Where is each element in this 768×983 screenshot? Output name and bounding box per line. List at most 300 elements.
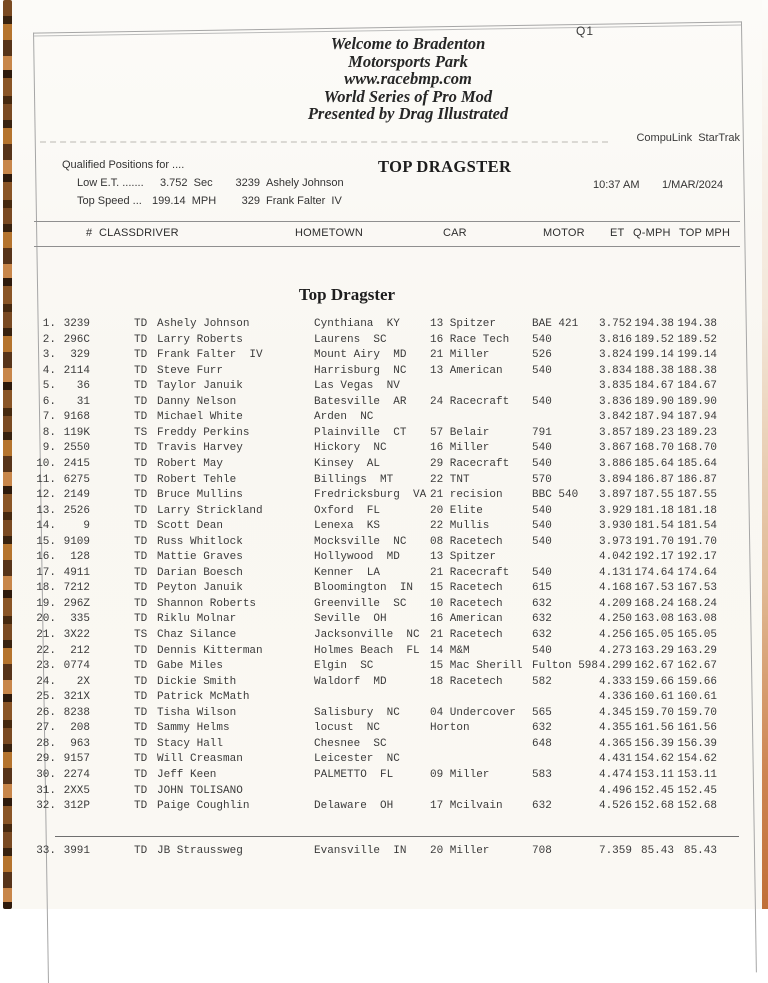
motor-cell: 540	[532, 395, 552, 408]
table-row	[0, 753, 768, 768]
et-cell: 4.131	[598, 566, 632, 579]
et-cell: 3.973	[598, 535, 632, 548]
num-cell: 296C	[63, 333, 90, 346]
cls-cell: TD	[134, 442, 148, 455]
top-cell: 160.61	[677, 691, 717, 704]
num-cell: 296Z	[63, 597, 90, 610]
num-cell: 36	[76, 380, 90, 393]
driver-cell: Patrick McMath	[157, 691, 250, 704]
table-row	[0, 411, 768, 426]
et-cell: 3.867	[598, 442, 632, 455]
qmph-cell: 189.23	[634, 426, 674, 439]
driver-cell: Larry Roberts	[157, 333, 243, 346]
driver-cell: Robert Tehle	[157, 473, 237, 486]
car-cell: 57 Belair	[430, 426, 490, 439]
driver-cell: Sammy Helms	[157, 722, 230, 735]
driver-cell: Ashely Johnson	[157, 318, 250, 330]
col-header-motor: MOTOR	[543, 227, 585, 239]
qmph-cell: 188.38	[634, 364, 674, 377]
cls-cell: TD	[134, 411, 148, 424]
top-cell: 189.90	[677, 395, 717, 408]
num-cell: 9157	[63, 753, 90, 766]
et-cell: 4.526	[598, 800, 632, 813]
driver-cell: Michael White	[157, 411, 243, 424]
qmph-cell: 160.61	[634, 691, 674, 704]
home-cell: PALMETTO FL	[314, 768, 394, 781]
cls-cell: TD	[134, 722, 148, 735]
top-cell: 189.23	[677, 426, 717, 439]
et-cell: 4.365	[598, 737, 632, 750]
top-cell: 165.05	[677, 629, 717, 641]
num-cell: 128	[70, 551, 90, 564]
num-cell: 212	[70, 644, 90, 657]
home-cell: Oxford FL	[314, 504, 381, 517]
cls-cell: TD	[134, 566, 148, 579]
track-website: www.racebmp.com	[344, 69, 472, 88]
qmph-cell: 191.70	[634, 535, 674, 548]
table-row	[0, 691, 768, 706]
qmph-cell: 161.56	[634, 722, 674, 735]
motor-cell: 632	[532, 722, 552, 735]
motor-cell: 791	[532, 426, 552, 439]
low-et-value: 3.752 Sec	[160, 177, 213, 189]
driver-cell: Shannon Roberts	[157, 597, 257, 610]
rank-cell: 25.	[36, 691, 56, 704]
rank-cell: 13.	[36, 504, 56, 517]
cls-cell: TD	[134, 737, 148, 750]
driver-cell: Freddy Perkins	[157, 426, 250, 439]
cls-cell: TD	[134, 660, 148, 673]
col-header-topmph: TOP MPH	[679, 227, 731, 239]
col-header-class: CLASS	[99, 227, 137, 239]
qmph-cell: 184.67	[634, 380, 674, 393]
low-et-label: Low E.T. .......	[77, 177, 144, 189]
home-cell: Greenville SC	[314, 597, 407, 610]
qmph-cell: 153.11	[634, 768, 674, 781]
qmph-cell: 162.67	[634, 660, 674, 673]
rank-cell: 11.	[36, 473, 56, 486]
top-cell: 186.87	[677, 473, 717, 486]
print-date: 1/MAR/2024	[662, 179, 724, 191]
motor-cell: 632	[532, 597, 552, 610]
rank-cell: 9.	[42, 442, 56, 455]
rank-cell: 1.	[42, 318, 56, 330]
et-cell: 3.886	[598, 457, 632, 470]
car-cell: 18 Racetech	[430, 675, 503, 688]
qmph-cell: 185.64	[634, 457, 674, 470]
car-cell: 09 Miller	[430, 768, 490, 781]
num-cell: 3991	[63, 845, 90, 857]
top-speed-label: Top Speed ...	[77, 195, 142, 207]
num-cell: 2526	[63, 504, 90, 517]
table-row	[0, 598, 768, 613]
print-time: 10:37 AM	[593, 179, 640, 191]
table-row	[0, 582, 768, 597]
driver-cell: Steve Furr	[157, 364, 224, 377]
et-cell: 3.894	[598, 473, 632, 486]
motor-cell: 583	[532, 768, 552, 781]
num-cell: 963	[70, 737, 90, 750]
qmph-cell: 85.43	[640, 845, 674, 857]
qmph-cell: 168.24	[634, 597, 674, 610]
qmph-cell: 181.18	[634, 504, 674, 517]
et-cell: 4.336	[598, 691, 632, 704]
qmph-cell: 163.29	[634, 644, 674, 657]
top-cell: 181.18	[677, 504, 717, 517]
table-row	[0, 396, 768, 411]
cls-cell: TD	[134, 380, 148, 393]
driver-cell: Danny Nelson	[157, 395, 237, 408]
num-cell: 321X	[63, 691, 90, 704]
et-cell: 3.836	[598, 395, 632, 408]
driver-cell: Will Creasman	[157, 753, 243, 766]
driver-cell: Darian Boesch	[157, 566, 243, 579]
home-cell: Cynthiana KY	[314, 318, 400, 330]
qmph-cell: 159.66	[634, 675, 674, 688]
top-cell: 167.53	[677, 582, 717, 595]
home-cell: Kinsey AL	[314, 457, 381, 470]
rank-cell: 4.	[42, 364, 56, 377]
num-cell: 4911	[63, 566, 90, 579]
qmph-cell: 168.70	[634, 442, 674, 455]
home-cell: Holmes Beach FL	[314, 644, 420, 657]
home-cell: Salisbury NC	[314, 706, 400, 719]
motor-cell: 540	[532, 442, 552, 455]
driver-cell: Dickie Smith	[157, 675, 237, 688]
num-cell: 2550	[63, 442, 90, 455]
motor-cell: 540	[532, 457, 552, 470]
table-row	[0, 318, 768, 333]
home-cell: Billings MT	[314, 473, 394, 486]
home-cell: Fredricksburg VA	[314, 489, 427, 502]
rank-cell: 19.	[36, 597, 56, 610]
table-row	[0, 707, 768, 722]
perforation-line	[40, 141, 608, 143]
driver-cell: Gabe Miles	[157, 660, 224, 673]
cls-cell: TD	[134, 551, 148, 564]
cls-cell: TD	[134, 706, 148, 719]
table-row	[0, 567, 768, 582]
driver-cell: JOHN TOLISANO	[157, 784, 243, 797]
top-cell: 153.11	[677, 768, 717, 781]
car-cell: 16 American	[430, 613, 503, 626]
rank-cell: 7.	[42, 411, 56, 424]
car-cell: 14 M&M	[430, 644, 470, 657]
num-cell: 312P	[63, 800, 90, 813]
driver-cell: Russ Whitlock	[157, 535, 243, 548]
rank-cell: 16.	[36, 551, 56, 564]
top-cell: 163.29	[677, 644, 717, 657]
top-cell: 168.70	[677, 442, 717, 455]
cls-cell: TD	[134, 800, 148, 813]
table-row	[0, 551, 768, 566]
event-name: World Series of Pro Mod	[323, 86, 493, 106]
cls-cell: TD	[134, 582, 148, 595]
home-cell: locust NC	[314, 722, 381, 735]
rank-cell: 15.	[36, 535, 56, 548]
table-row	[0, 380, 768, 395]
driver-cell: Scott Dean	[157, 520, 224, 533]
rank-cell: 6.	[42, 395, 56, 408]
top-cell: 192.17	[677, 551, 717, 564]
rank-cell: 27.	[36, 722, 56, 735]
home-cell: Batesville AR	[314, 395, 407, 408]
qmph-cell: 152.45	[634, 784, 674, 797]
top-cell: 152.45	[677, 784, 717, 797]
qmph-cell: 154.62	[634, 753, 674, 766]
table-row	[0, 769, 768, 784]
table-row	[0, 645, 768, 660]
et-cell: 4.345	[598, 706, 632, 719]
qmph-cell: 189.52	[634, 333, 674, 346]
cls-cell: TD	[134, 318, 148, 330]
top-cell: 168.24	[677, 597, 717, 610]
top-cell: 174.64	[677, 566, 717, 579]
car-cell: 10 Racetech	[430, 597, 503, 610]
cls-cell: TD	[134, 845, 148, 857]
cls-cell: TD	[134, 691, 148, 704]
et-cell: 4.355	[598, 722, 632, 735]
rank-cell: 5.	[42, 380, 56, 393]
et-cell: 3.897	[598, 489, 632, 502]
motor-cell: 615	[532, 582, 552, 595]
home-cell: Las Vegas NV	[314, 380, 400, 393]
car-cell: 13 American	[430, 364, 503, 377]
cls-cell: TD	[134, 768, 148, 781]
top-cell: 152.68	[677, 800, 717, 813]
num-cell: 2X	[76, 675, 90, 688]
home-cell: Seville OH	[314, 613, 387, 626]
driver-cell: Bruce Mullins	[157, 489, 243, 502]
track-header-line: Motorsports Park	[348, 51, 468, 71]
num-cell: 3239	[63, 318, 90, 330]
driver-cell: Larry Strickland	[157, 504, 263, 517]
table-row	[0, 660, 768, 675]
rank-cell: 24.	[36, 675, 56, 688]
event-sponsor: Presented by Drag Illustrated	[307, 104, 509, 123]
car-cell: 24 Racecraft	[430, 395, 510, 408]
cls-cell: TD	[134, 535, 148, 548]
cls-cell: TD	[134, 520, 148, 533]
cls-cell: TD	[134, 364, 148, 377]
car-cell: 04 Undercover	[430, 706, 516, 719]
qmph-cell: 152.68	[634, 800, 674, 813]
motor-cell: 526	[532, 349, 552, 362]
et-cell: 4.333	[598, 675, 632, 688]
num-cell: 7212	[63, 582, 90, 595]
motor-cell: 540	[532, 364, 552, 377]
home-cell: Evansville IN	[314, 845, 407, 857]
rank-cell: 32.	[36, 800, 56, 813]
et-cell: 7.359	[598, 845, 632, 857]
top-cell: 159.66	[677, 675, 717, 688]
motor-cell: 540	[532, 535, 552, 548]
top-cell: 188.38	[677, 364, 717, 377]
col-header-position: #	[86, 227, 93, 239]
timing-system-label: CompuLink StarTrak	[636, 132, 740, 144]
rank-cell: 2.	[42, 333, 56, 346]
et-cell: 4.299	[598, 660, 632, 673]
table-row	[0, 520, 768, 535]
rank-cell: 33.	[36, 845, 56, 857]
num-cell: 2415	[63, 457, 90, 470]
num-cell: 9109	[63, 535, 90, 548]
num-cell: 2149	[63, 489, 90, 502]
motor-cell: 632	[532, 613, 552, 626]
et-cell: 3.824	[598, 349, 632, 362]
qmph-cell: 165.05	[634, 629, 674, 641]
num-cell: 9168	[63, 411, 90, 424]
motor-cell: 570	[532, 473, 552, 486]
rank-cell: 22.	[36, 644, 56, 657]
cls-cell: TS	[134, 426, 148, 439]
car-cell: 16 Miller	[430, 442, 490, 455]
table-row	[0, 474, 768, 489]
rank-cell: 31.	[36, 784, 56, 797]
num-cell: 3X22	[63, 629, 90, 641]
home-cell: Elgin SC	[314, 660, 374, 673]
driver-cell: Travis Harvey	[157, 442, 243, 455]
col-header-qmph: Q-MPH	[633, 227, 671, 239]
num-cell: 0774	[63, 660, 90, 673]
table-row	[0, 365, 768, 380]
home-cell: Plainville CT	[314, 426, 407, 439]
num-cell: 9	[83, 520, 90, 533]
session-label: Q1	[576, 24, 595, 38]
car-cell: 21 Racecraft	[430, 566, 510, 579]
qmph-cell: 194.38	[634, 318, 674, 330]
col-header-hometown: HOMETOWN	[295, 227, 364, 239]
top-cell: 184.67	[677, 380, 717, 393]
motor-cell: 648	[532, 737, 552, 750]
num-cell: 119K	[63, 426, 90, 439]
top-cell: 156.39	[677, 737, 717, 750]
et-cell: 4.168	[598, 582, 632, 595]
num-cell: 2114	[63, 364, 90, 377]
driver-cell: Chaz Silance	[157, 629, 237, 641]
table-row	[0, 536, 768, 551]
top-cell: 159.70	[677, 706, 717, 719]
motor-cell: 632	[532, 629, 552, 641]
table-row	[0, 845, 768, 860]
col-header-et: ET	[610, 227, 625, 239]
et-cell: 4.273	[598, 644, 632, 657]
table-row	[0, 334, 768, 349]
top-cell: 194.38	[677, 318, 717, 330]
car-cell: 22 Mullis	[430, 520, 490, 533]
cls-cell: TD	[134, 675, 148, 688]
qmph-cell: 186.87	[634, 473, 674, 486]
motor-cell: 582	[532, 675, 552, 688]
low-et-car-number: 3239	[235, 177, 260, 189]
rank-cell: 17.	[36, 566, 56, 579]
car-cell: 21 Miller	[430, 349, 490, 362]
table-row	[0, 629, 768, 644]
home-cell: Waldorf MD	[314, 675, 387, 688]
et-cell: 3.834	[598, 364, 632, 377]
driver-cell: Frank Falter IV	[157, 349, 263, 362]
low-et-driver: Ashely Johnson	[266, 177, 344, 189]
et-cell: 4.496	[598, 784, 632, 797]
car-cell: 13 Spitzer	[430, 318, 497, 330]
home-cell: Mocksville NC	[314, 535, 407, 548]
home-cell: Hollywood MD	[314, 551, 400, 564]
et-cell: 3.835	[598, 380, 632, 393]
top-cell: 163.08	[677, 613, 717, 626]
top-cell: 181.54	[677, 520, 717, 533]
car-cell: 16 Race Tech	[430, 333, 510, 346]
car-cell: 15 Mac Sherill	[430, 660, 523, 673]
cls-cell: TD	[134, 395, 148, 408]
cls-cell: TD	[134, 473, 148, 486]
car-cell: 13 Spitzer	[430, 551, 497, 564]
et-cell: 4.209	[598, 597, 632, 610]
motor-cell: 540	[532, 504, 552, 517]
rank-cell: 10.	[36, 457, 56, 470]
home-cell: Lenexa KS	[314, 520, 381, 533]
bump-spot-separator	[55, 836, 739, 837]
header-rule-bottom	[34, 246, 740, 247]
driver-cell: Robert May	[157, 457, 224, 470]
qmph-cell: 167.53	[634, 582, 674, 595]
et-cell: 4.474	[598, 768, 632, 781]
num-cell: 2274	[63, 768, 90, 781]
home-cell: Hickory NC	[314, 442, 387, 455]
car-cell: 22 TNT	[430, 473, 470, 486]
cls-cell: TD	[134, 613, 148, 626]
rank-cell: 21.	[36, 629, 56, 641]
num-cell: 31	[76, 395, 90, 408]
car-cell: 20 Elite	[430, 504, 483, 517]
motor-cell: 632	[532, 800, 552, 813]
motor-cell: BAE 421	[532, 318, 579, 330]
car-cell: 20 Miller	[430, 845, 490, 857]
driver-cell: Taylor Januik	[157, 380, 243, 393]
home-cell: Kenner LA	[314, 566, 381, 579]
num-cell: 208	[70, 722, 90, 735]
top-cell: 189.52	[677, 333, 717, 346]
motor-cell: 540	[532, 520, 552, 533]
cls-cell: TD	[134, 644, 148, 657]
motor-cell: 565	[532, 706, 552, 719]
cls-cell: TD	[134, 504, 148, 517]
col-header-car: CAR	[443, 227, 467, 239]
table-row	[0, 800, 768, 815]
table-row	[0, 613, 768, 628]
et-cell: 3.752	[598, 318, 632, 330]
driver-cell: Mattie Graves	[157, 551, 243, 564]
driver-cell: Dennis Kitterman	[157, 644, 263, 657]
num-cell: 2XX5	[63, 784, 90, 797]
home-cell: Harrisburg NC	[314, 364, 407, 377]
table-row	[0, 427, 768, 442]
table-row	[0, 458, 768, 473]
qmph-cell: 181.54	[634, 520, 674, 533]
table-row	[0, 442, 768, 457]
header-rule-top	[34, 221, 740, 222]
et-cell: 4.431	[598, 753, 632, 766]
et-cell: 4.256	[598, 629, 632, 641]
et-cell: 3.929	[598, 504, 632, 517]
qmph-cell: 159.70	[634, 706, 674, 719]
top-cell: 185.64	[677, 457, 717, 470]
rank-cell: 28.	[36, 737, 56, 750]
col-header-driver: DRIVER	[136, 227, 179, 239]
qmph-cell: 174.64	[634, 566, 674, 579]
top-speed-value: 199.14 MPH	[152, 195, 217, 207]
home-cell: Jacksonville NC	[314, 629, 420, 641]
top-cell: 199.14	[677, 349, 717, 362]
